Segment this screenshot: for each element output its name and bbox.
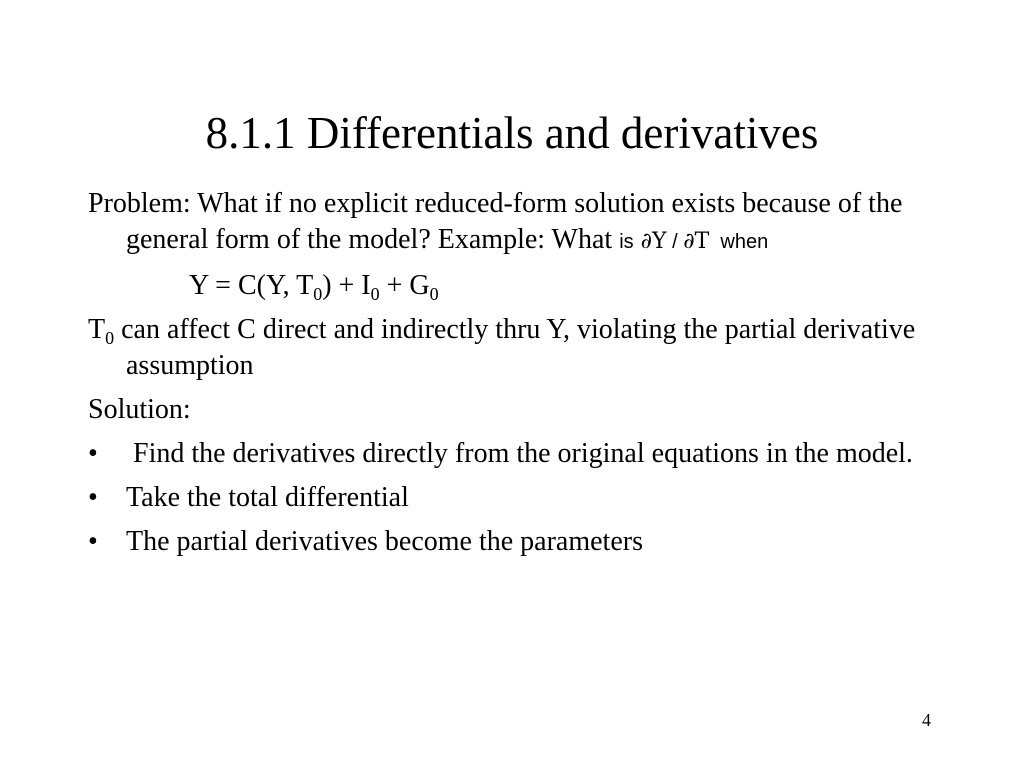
slide-body [88,186,918,560]
solution-label: Solution: [88,394,191,425]
division-slash: / [666,231,684,253]
model-equation [88,268,918,304]
partial-t-symbol: ∂T [683,229,710,254]
bullet-icon: • [88,482,98,513]
equation-part-2: ) + I [322,270,371,301]
equation-subscript-1: 0 [313,284,323,304]
t0-symbol: T [88,314,106,345]
problem-text: What if no explicit reduced-form solution exists because of the general form of the model? Example: What [126,188,903,255]
problem-lead: Problem: [88,188,191,219]
bullet-text: The partial derivatives become the parameters [126,526,643,557]
bullet-item [88,524,918,560]
bullet-text: Take the total differential [126,482,409,513]
t0-subscript: 0 [105,328,115,348]
bullet-item [88,436,918,472]
problem-is-word: is [619,231,634,253]
slide-title: 8.1.1 Differentials and derivatives [205,108,819,158]
partial-y-symbol: ∂Y [633,229,667,254]
bullet-item [88,480,918,516]
bullet-icon: • [88,526,98,557]
t0-note-paragraph [88,312,918,384]
t0-note-text: can affect C direct and indirectly thru Y, violating the partial derivative assumption [114,314,916,381]
equation-subscript-2: 0 [370,284,380,304]
bullet-icon: • [88,438,98,469]
problem-paragraph [88,186,918,260]
bullet-text: Find the derivatives directly from the original equations in the model. [126,438,913,469]
equation-part-1: Y = C(Y, T [189,270,314,301]
problem-when-word: when [709,231,769,253]
equation-subscript-3: 0 [429,284,439,304]
page-number: 4 [922,710,931,730]
equation-part-3: + G [379,270,430,301]
